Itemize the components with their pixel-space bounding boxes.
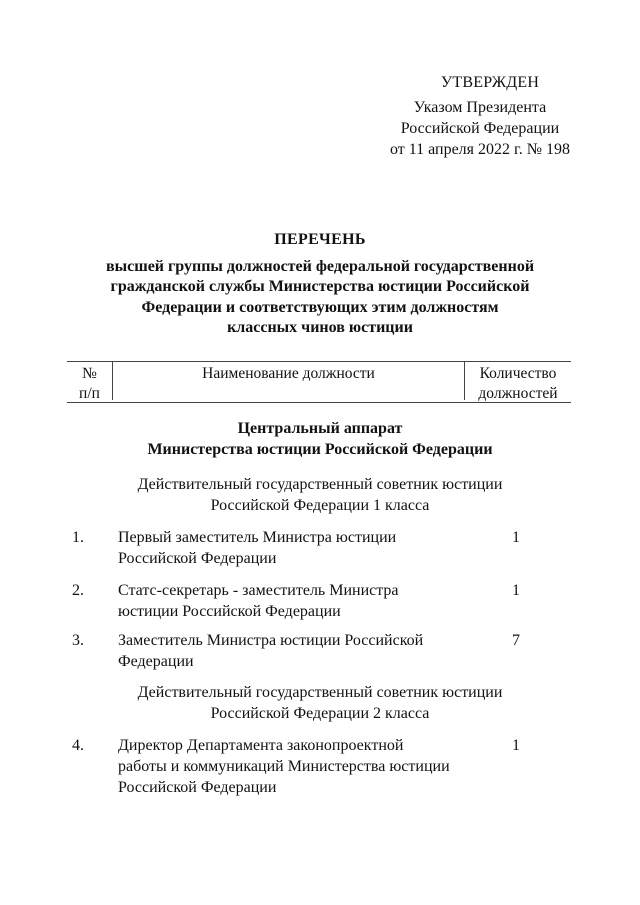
item-line: работы и коммуникаций Министерства юстиции [118,758,450,775]
document-heading [70,230,570,339]
item-number: 4. [72,737,84,754]
item-number: 3. [72,632,84,649]
item-line: юстиции Российской Федерации [118,603,341,620]
item-position-name [118,735,488,798]
item-position-name [118,630,488,672]
column-header-text: Количество [479,365,557,382]
item-count: 7 [512,632,520,649]
approval-block [360,72,600,160]
document-subtitle-line: Федерации и соответствующих этим должностям [141,298,499,316]
approval-line: Российской Федерации [400,120,560,137]
item-count: 1 [512,582,520,599]
column-header-text: Наименование должности [202,365,375,382]
rank-heading-line: Российской Федерации 1 класса [210,497,430,514]
document-subtitle-line: высшей группы должностей федеральной государственной [105,257,535,275]
item-position-name [118,527,488,569]
item-count: 1 [512,737,520,754]
item-line: Российской Федерации [118,779,277,796]
section-heading [100,418,540,460]
item-count: 1 [512,529,520,546]
column-header-position [113,362,465,400]
document-title: ПЕРЕЧЕНЬ [274,231,366,248]
approval-line: от 11 апреля 2022 г. № 198 [389,141,571,158]
column-header-text: должностей [478,385,558,402]
document-subtitle-line: классных чинов юстиции [227,319,413,336]
table-header [67,361,571,403]
section-heading-line: Центральный аппарат [237,420,403,437]
item-line: Статс-секретарь - заместитель Министра [118,582,399,599]
item-line: Заместитель Министра юстиции Российской [118,632,424,649]
document-subtitle-line: гражданской службы Министерства юстиции Российской [110,278,530,295]
rank-heading [100,682,540,724]
item-line: Федерации [118,653,194,670]
column-header-count [465,362,571,400]
item-number: 1. [72,529,84,546]
section-heading-line: Министерства юстиции Российской Федерации [147,441,493,458]
rank-heading [100,474,540,516]
item-line: Первый заместитель Министра юстиции [118,529,397,546]
rank-heading-line: Действительный государственный советник юстиции [137,684,503,701]
item-line: Российской Федерации [118,550,277,567]
rank-heading-line: Российской Федерации 2 класса [210,705,430,722]
column-header-text: № [82,365,97,382]
column-header-text: п/п [79,385,100,402]
column-header-number [67,362,113,400]
approval-line: Указом Президента [413,99,547,116]
approval-title: УТВЕРЖДЕН [440,74,540,91]
rank-heading-line: Действительный государственный советник юстиции [137,476,503,493]
item-position-name [118,580,488,622]
item-number: 2. [72,582,84,599]
item-line: Директор Департамента законопроектной [118,737,404,754]
